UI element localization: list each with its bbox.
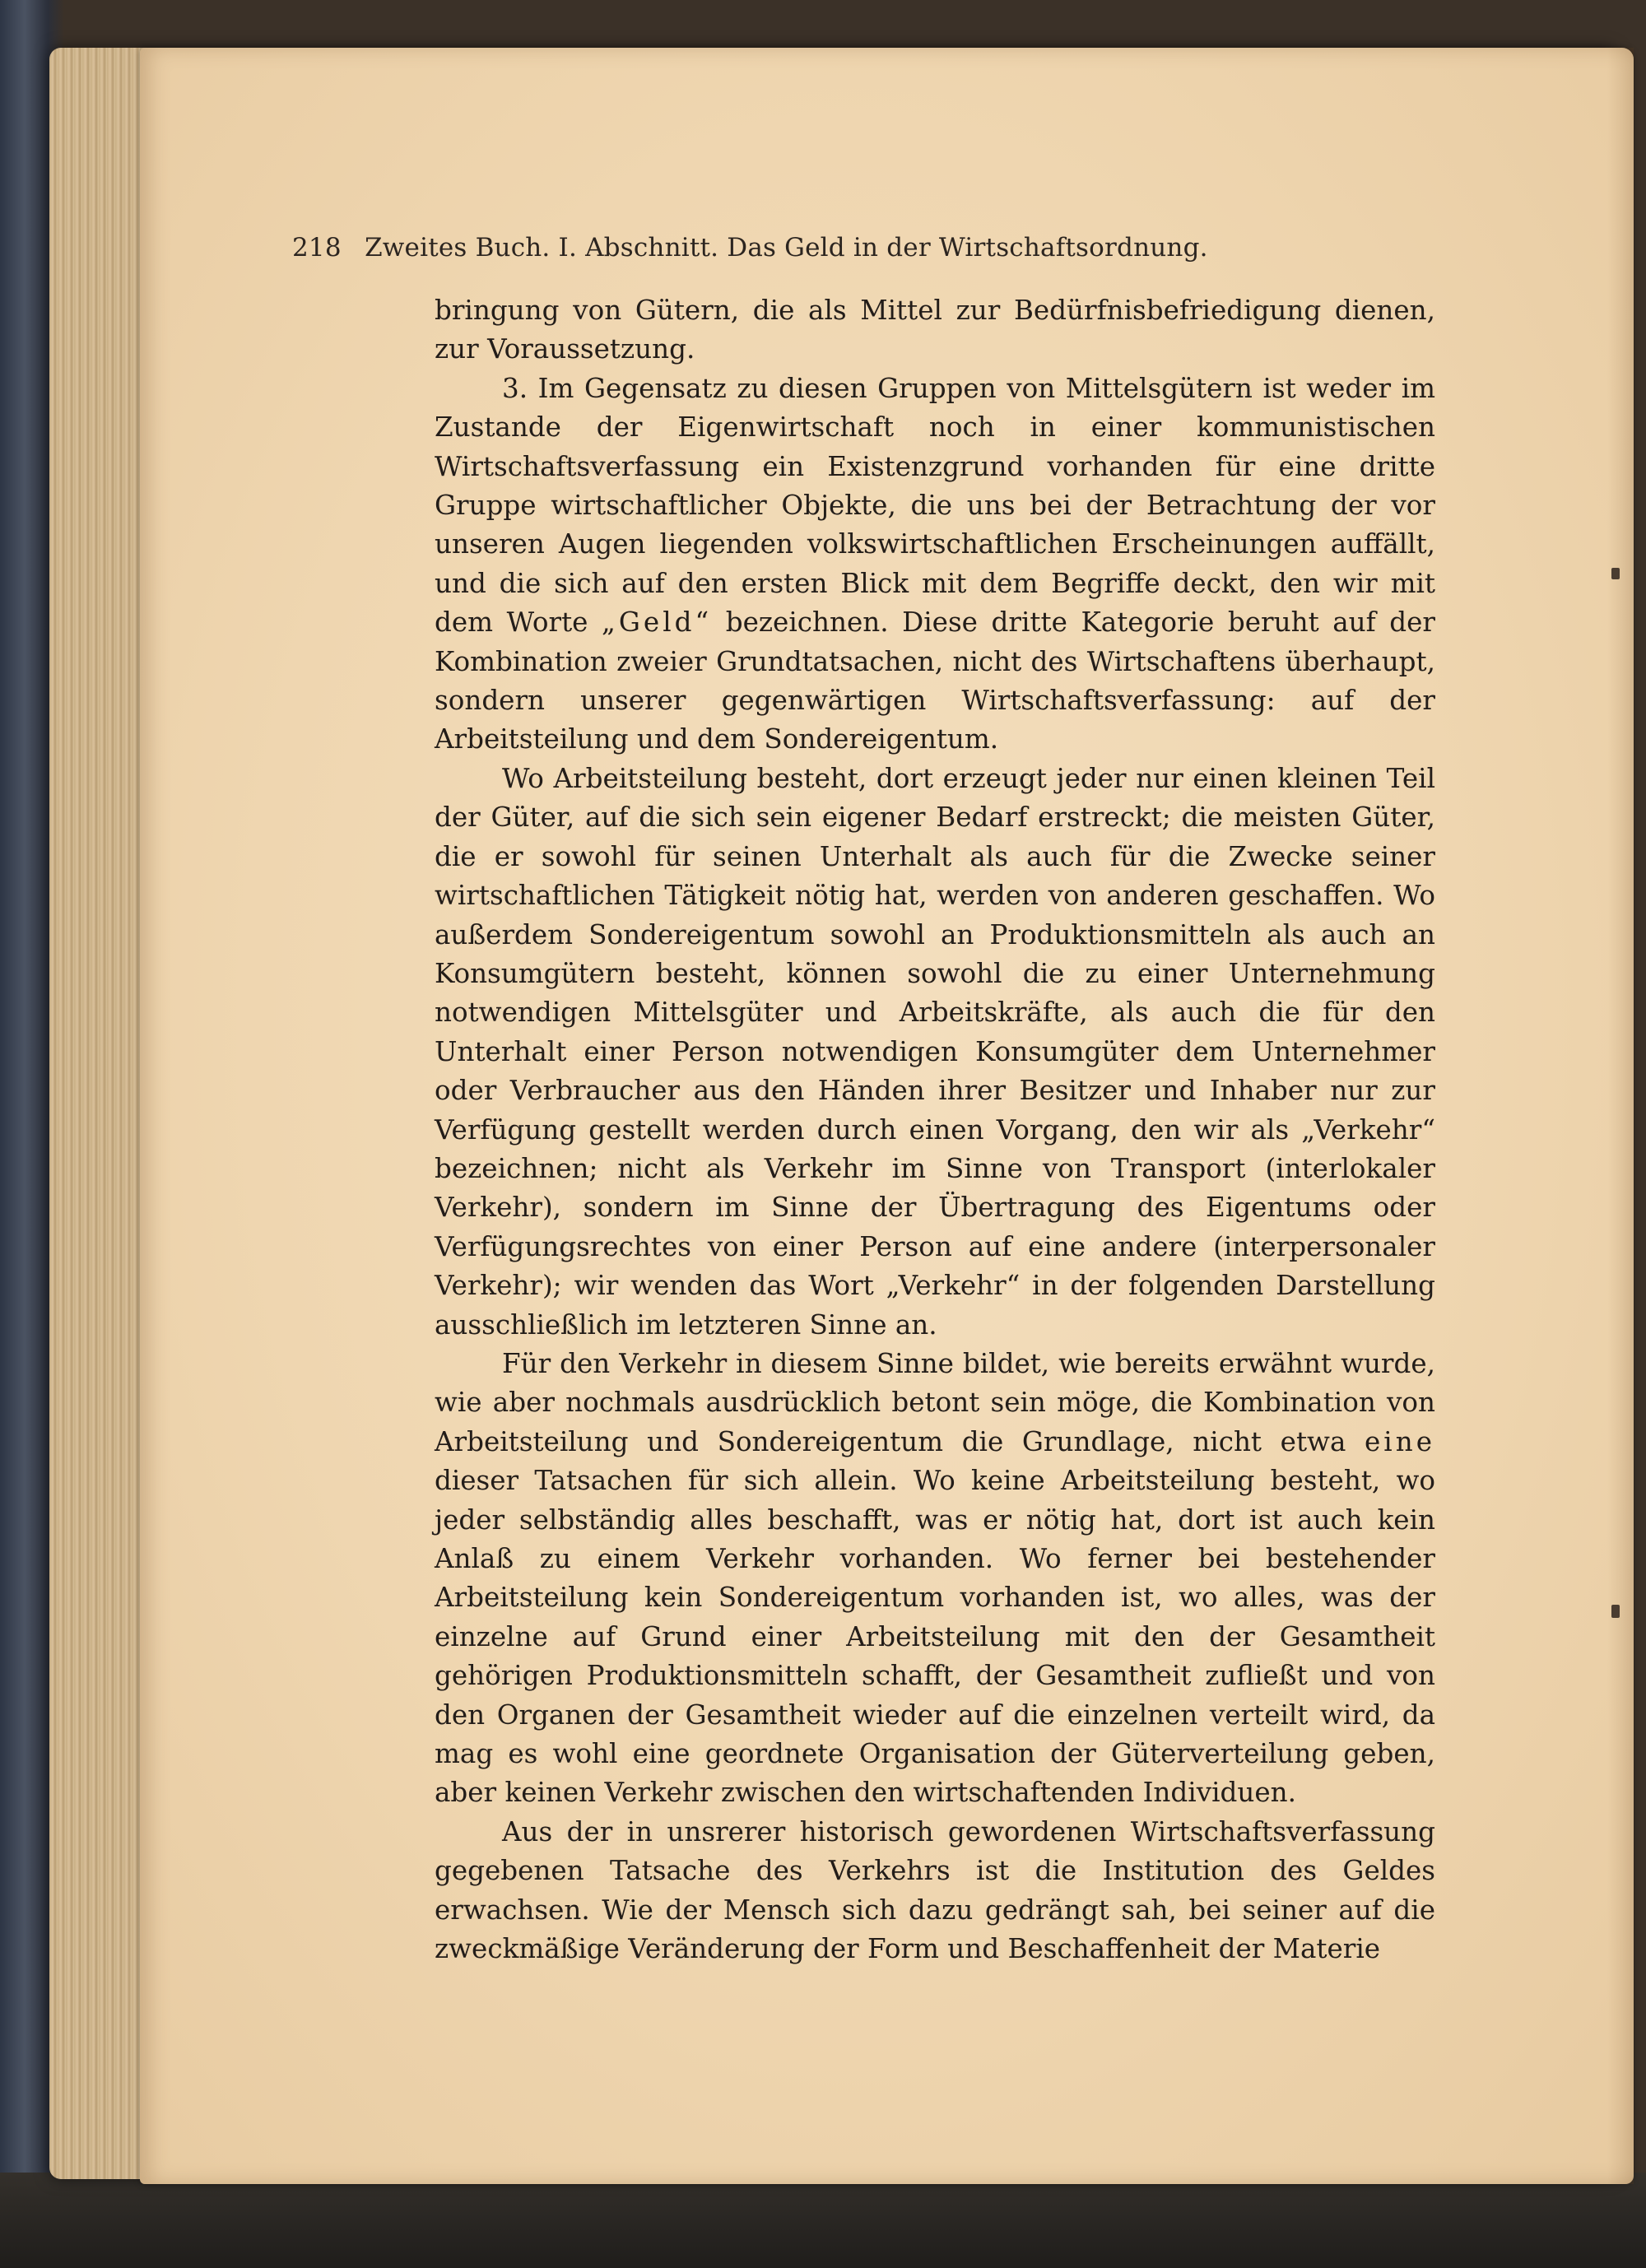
page-number: 218 [292,233,342,263]
margin-mark-icon [1611,1605,1620,1618]
paragraph-5: Aus der in unsrerer historisch gewordenen Wirtschaftsverfassung gegebenen Tatsache des Verkehrs ist die Institution des Geldes erwachsen. Wie der Mensch sich dazu gedrängt sah, bei seiner auf die zweckmäßige Veränderung der Form und Beschaffenheit der Materie [435,1815,1435,1965]
paragraph-2-part-2: bezeichnen. Diese dritte Kategorie beruht auf der Kombination zweier Grundtatsachen, nicht des Wirtschaftens überhaupt, sondern unserer gegenwärtigen Wirtschaftsverfassung: auf der Arbeitsteilung und dem Sondereigentum. [435,607,1435,755]
paragraph-4-part-2: dieser Tatsachen für sich allein. Wo keine Arbeitsteilung besteht, wo jeder selbständig alles beschafft, was er nötig hat, dort ist auch kein Anlaß zu einem Verkehr vorhanden. Wo ferner bei bestehender Arbeitsteilung kein Sondereigentum vorhanden ist, wo alles, was der einzelne auf Grund einer Arbeitsteilung mit den der Gesamtheit gehörigen Produktionsmitteln schafft, der Gesamtheit zufließt und von den Organen der Gesamtheit wieder auf die einzelnen verteilt wird, da mag es wohl eine geordnete Organisation der Güterverteilung geben, aber keinen Verkehr zwischen den wirtschaftenden Individuen. [435,1465,1435,1809]
paragraph-2 [435,369,1435,760]
paragraph-2-part-1: 3. Im Gegensatz zu diesen Gruppen von Mittelsgütern ist weder im Zustande der Eigenwirtschaft noch in einer kommunistischen Wirtschaftsverfassung ein Existenzgrund vorhanden für eine dritte Gruppe wirtschaftlicher Objekte, die uns bei der Betrachtung der vor unseren Augen liegenden volkswirtschaftlichen Erscheinungen auffällt, und die sich auf den ersten Blick mit dem Begriffe deckt, den wir mit dem Worte [435,372,1435,639]
running-head [292,227,1428,268]
body-text [435,291,1435,1968]
margin-mark-icon [1611,568,1620,579]
page-fore-edge-shadow [1607,48,1634,2184]
paragraph-1: bringung von Gütern, die als Mittel zur Bedürfnisbefriedigung dienen, zur Voraussetzung. [435,295,1435,365]
book-cover-bottom [0,2173,1646,2268]
paragraph-4-part-1: Für den Verkehr in diesem Sinne bildet, wie bereits erwähnt wurde, wie aber nochmals ausdrücklich betont sein möge, die Kombination von Arbeitsteilung und Sondereigentum die Grundlage, nicht etwa [435,1347,1435,1457]
paragraph-4 [435,1345,1435,1813]
paragraph-4-term-eine: eine [1365,1425,1435,1457]
paragraph-2-term-geld: „Geld“ [602,607,713,639]
running-title: Zweites Buch. I. Abschnitt. Das Geld in der Wirtschaftsordnung. [365,233,1208,263]
paragraph-3: Wo Arbeitsteilung besteht, dort erzeugt jeder nur einen kleinen Teil der Güter, auf die sich sein eigener Bedarf erstreckt; die meisten Güter, die er sowohl für seinen Unterhalt als auch für die Zwecke seiner wirtschaftlichen Tätigkeit nötig hat, werden von anderen geschaffen. Wo außerdem Sondereigentum sowohl an Produktionsmitteln als auch an Konsumgütern besteht, können sowohl die zu einer Unternehmung notwendigen Mittelsgüter und Arbeitskräfte, als auch die für den Unterhalt einer Person notwendigen Konsumgüter dem Unternehmer oder Verbraucher aus den Händen ihrer Besitzer und Inhaber nur zur Verfügung gestellt werden durch einen Vorgang, den wir als „Verkehr“ bezeichnen; nicht als Verkehr im Sinne von Transport (interlokaler Verkehr), sondern im Sinne der Übertragung des Eigentums oder Verfügungsrechtes von einer Person auf eine andere (interpersonaler Verkehr); wir wenden das Wort „Verkehr“ in der folgenden Darstellung ausschließlich im letzteren Sinne an. [435,762,1435,1341]
